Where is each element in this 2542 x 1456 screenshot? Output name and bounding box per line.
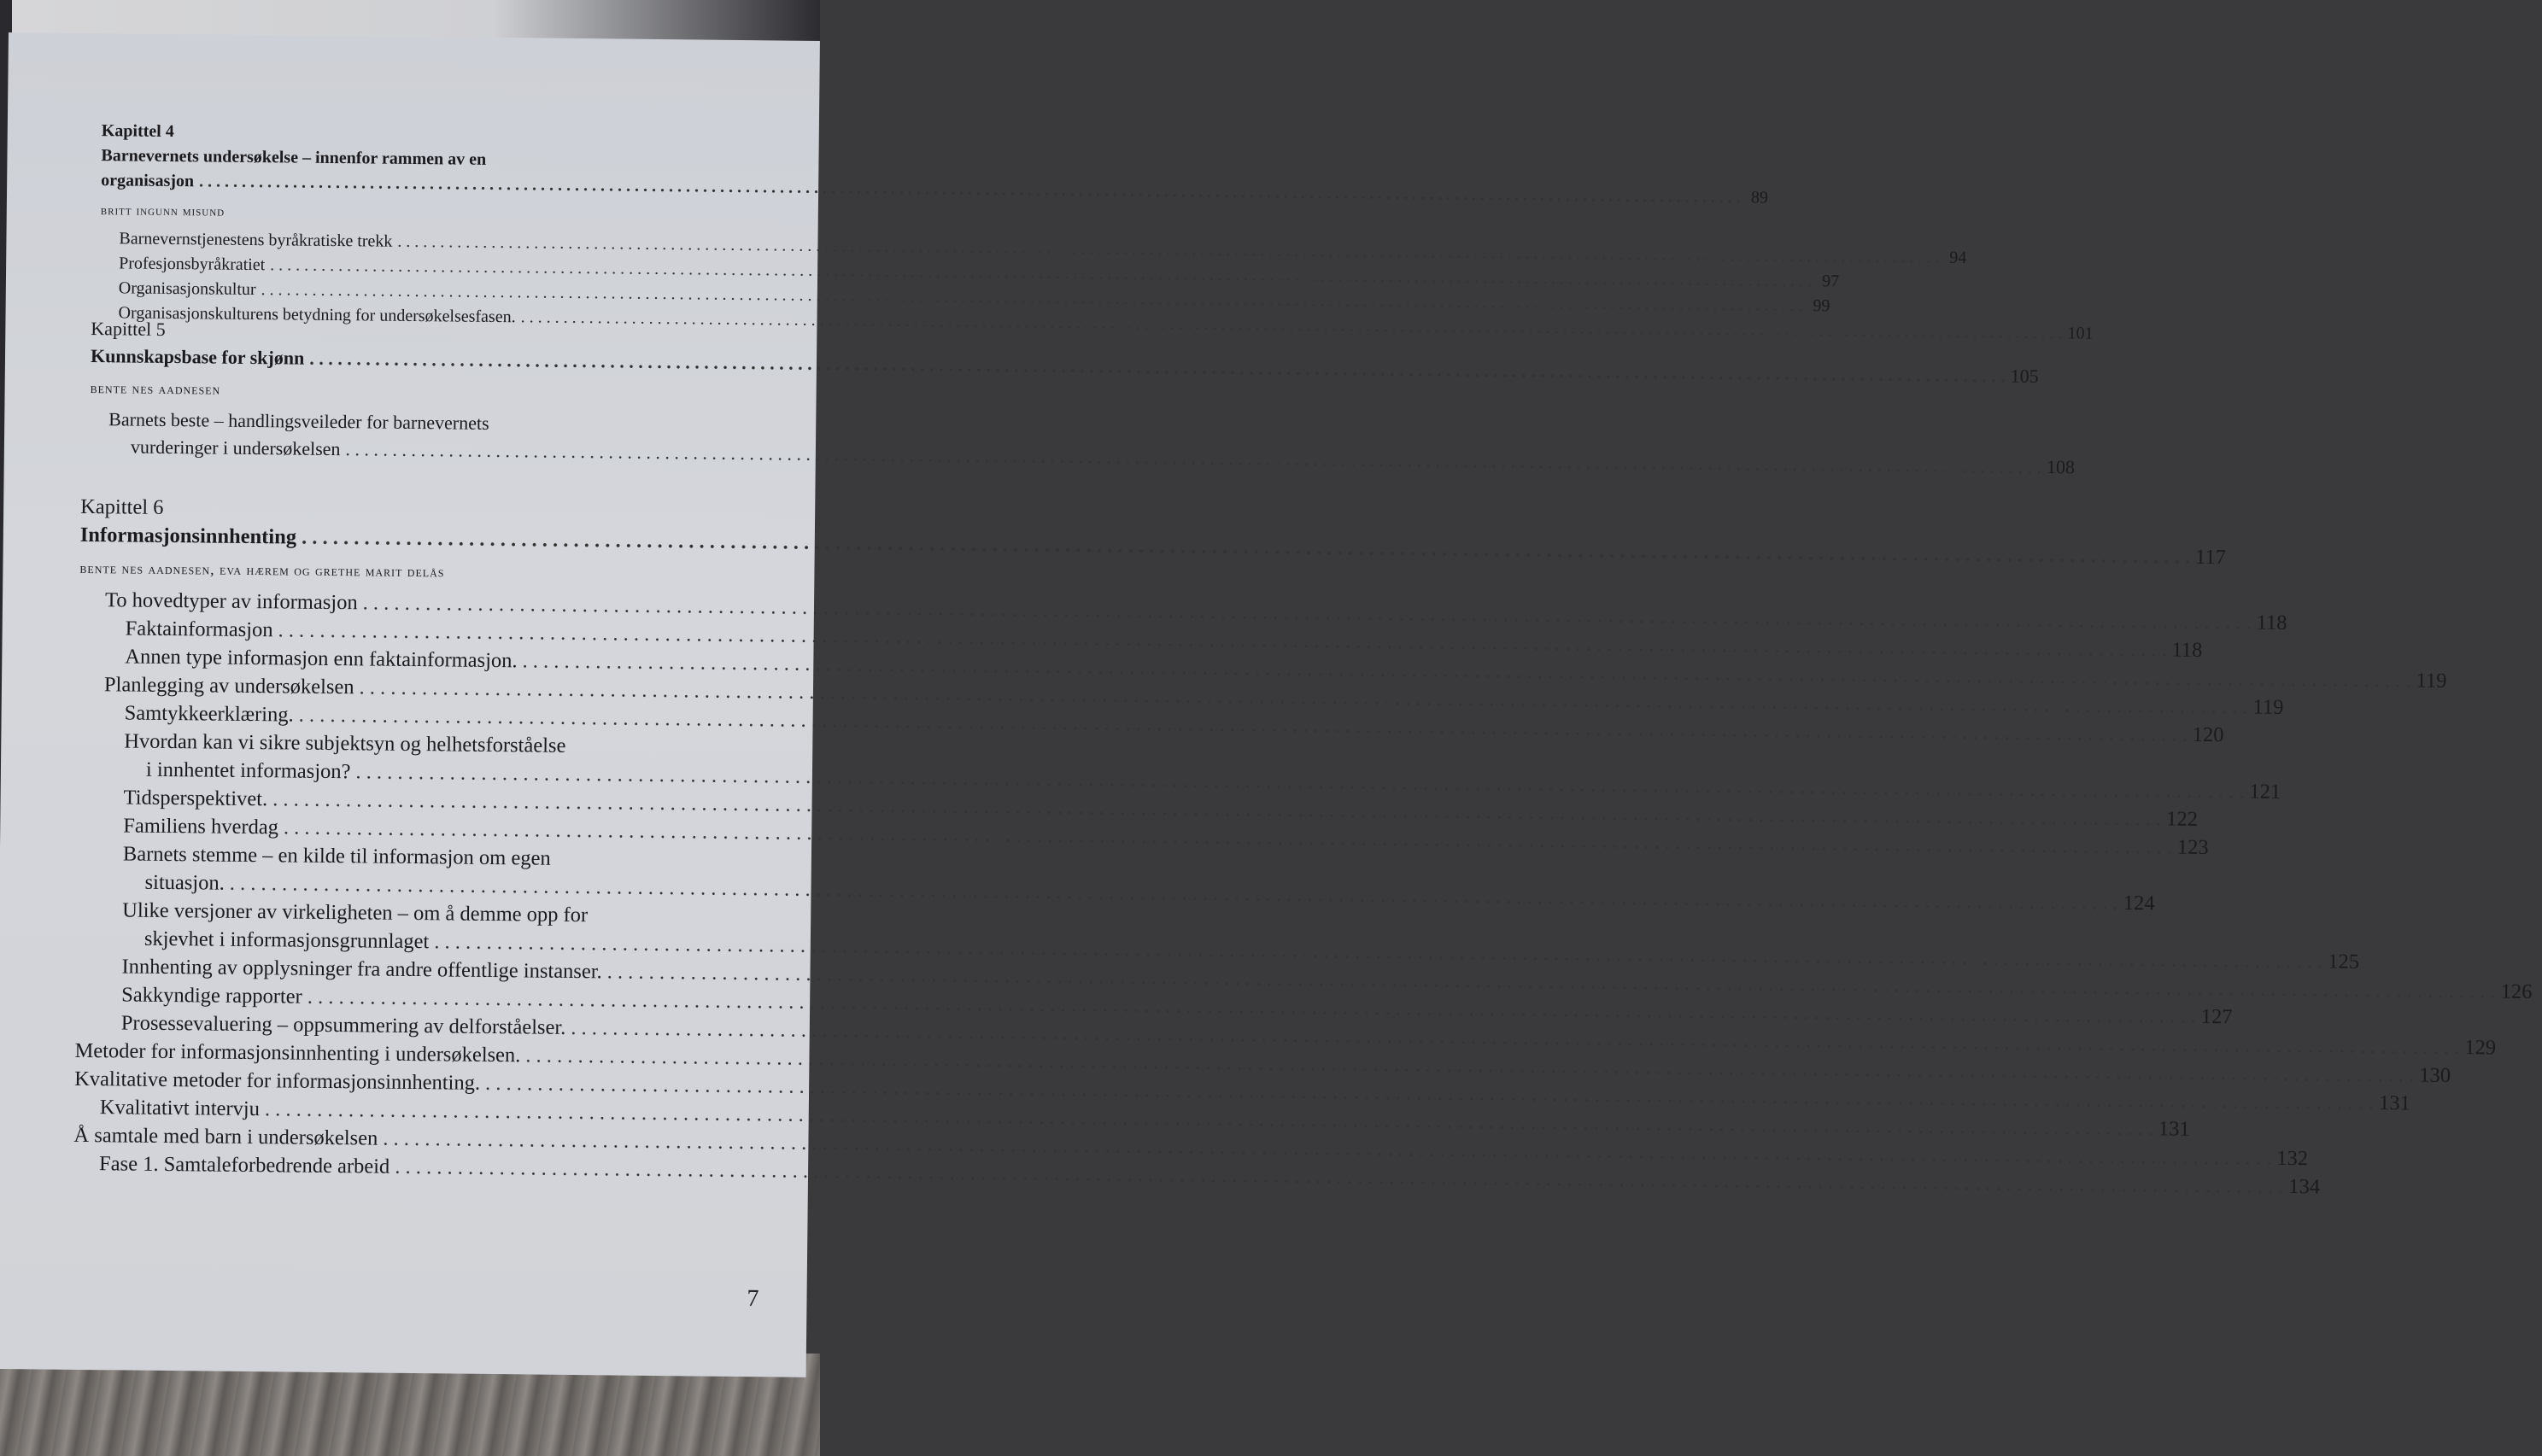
toc-entry-title: Kvalitative metoder for informasjonsinnhenting.: [74, 1067, 481, 1095]
chapter-6-label: Kapittel 6: [80, 494, 164, 519]
toc-entry-title: Å samtale med barn i undersøkelsen: [73, 1123, 378, 1150]
toc-entry-title: Barnevernstjenestens byråkratiske trekk: [119, 229, 393, 251]
chapter-4-page: 89: [1750, 188, 1769, 208]
toc-entry-title: skjevhet i informasjonsgrunnlaget: [144, 927, 430, 954]
chapter-4-label: Kapittel 4: [101, 121, 174, 142]
toc-entry-page: 126: [2500, 979, 2533, 1003]
toc-entry-page: 132: [2276, 1146, 2309, 1171]
toc-entry-title: Fase 1. Samtaleforbedrende arbeid: [98, 1152, 390, 1178]
chapter-6-block: [73, 493, 2533, 1199]
toc-entry-title: Innhenting av opplysninger fra andre offentlige instanser.: [121, 955, 602, 984]
toc-entry-title: Familiens hverdag: [123, 814, 279, 839]
chapter-4-block: [99, 119, 2094, 343]
chapter-5-title: Kunnskapsbase for skjønn: [90, 345, 305, 369]
toc-entry-title: Faktainformasjon: [125, 617, 273, 642]
toc-entry-title: i innhentet informasjon?: [145, 757, 351, 784]
toc-entry-page: 108: [2046, 456, 2076, 478]
toc-entry-page: 118: [2256, 611, 2287, 634]
toc-entry-title: Kvalitativt intervju: [99, 1096, 261, 1121]
toc-entry-title: Samtykkeerklæring.: [124, 701, 294, 727]
toc-entry-line1: Barnets stemme – en kilde til informasjon om egen: [122, 842, 551, 870]
toc-entry-page: 127: [2200, 1004, 2233, 1029]
toc-entry-page: 123: [2176, 835, 2209, 860]
chapter-5-title-row: [90, 342, 2039, 387]
chapter-6-title: Informasjonsinnhenting: [79, 523, 297, 549]
toc-entry-page: 121: [2249, 780, 2281, 804]
chapter-6-author: bente nes aadnesen, eva hærem og grethe marit delås: [79, 558, 445, 581]
toc-entry-page: 101: [2067, 324, 2094, 343]
toc-entry-title: Tidsperspektivet.: [123, 786, 268, 811]
chapter-5-author: bente nes aadnesen: [90, 380, 221, 398]
toc-entry-title: Metoder for informasjonsinnhenting i undersøkelsen.: [74, 1038, 521, 1067]
toc-entry-page: 119: [2416, 669, 2447, 693]
toc-entry-page: 130: [2419, 1063, 2451, 1088]
toc-entry-title: situasjon.: [144, 870, 225, 895]
toc-entry-page: 124: [2123, 891, 2155, 915]
toc-entry-title: vurderinger i undersøkelsen: [130, 436, 341, 460]
chapter-4-title-line2: organisasjon: [101, 171, 195, 191]
toc-entry-line1: Barnets beste – handlingsveileder for barnevernets: [108, 408, 489, 434]
chapter-5-label: Kapittel 5: [91, 318, 166, 340]
chapter-4-title-line1: Barnevernets undersøkelse – innenfor rammen av en: [101, 146, 487, 169]
chapter-6-page: 117: [2194, 545, 2227, 570]
toc-entry-page: 119: [2252, 695, 2284, 719]
toc-entry-page: 125: [2328, 950, 2360, 974]
chapter-4-title-row: [101, 168, 1769, 208]
toc-entry: [90, 433, 2076, 478]
toc-entry-page: 99: [1813, 296, 1830, 316]
toc-entry-page: 131: [2158, 1117, 2190, 1141]
toc-entry-title: Prosessevaluering – oppsummering av delforståelser.: [120, 1011, 566, 1039]
toc-entry-page: 131: [2378, 1091, 2410, 1115]
toc-entry-page: 118: [2171, 638, 2203, 662]
chapter-4-author: britt ingunn misund: [100, 203, 226, 219]
toc-entry-page: 134: [2288, 1175, 2321, 1199]
toc-entry-title: To hovedtyper av informasjon: [104, 588, 358, 615]
page-number: 7: [747, 1285, 759, 1313]
book-page: [0, 32, 2533, 1377]
leader-dots: [345, 436, 2041, 481]
toc-entry-page: 129: [2464, 1036, 2497, 1060]
toc-entry-title: Organisasjonskultur: [118, 278, 256, 300]
toc-entry-page: 94: [1949, 248, 1967, 268]
chapter-5-page: 105: [2010, 365, 2039, 387]
toc-entry-line1: Hvordan kan vi sikre subjektsyn og helhetsforståelse: [124, 729, 566, 757]
toc-entry-title: Planlegging av undersøkelsen: [103, 673, 354, 699]
toc-entry-page: 122: [2166, 807, 2199, 831]
toc-entry-title: Profesjonsbyråkratiet: [119, 254, 266, 275]
chapter-5-block: [90, 315, 2076, 478]
toc-entry-line1: Ulike versjoner av virkeligheten – om å demme opp for: [122, 898, 589, 927]
toc-entry-title: Sakkyndige rapporter: [121, 983, 302, 1009]
toc-entry-title: Organisasjonskulturens betydning for undersøkelsesfasen.: [118, 303, 516, 327]
toc-entry-page: 120: [2192, 722, 2224, 747]
toc-entry-title: Annen type informasjon enn faktainformasjon.: [125, 645, 518, 673]
toc-entry-page: 97: [1822, 272, 1840, 291]
